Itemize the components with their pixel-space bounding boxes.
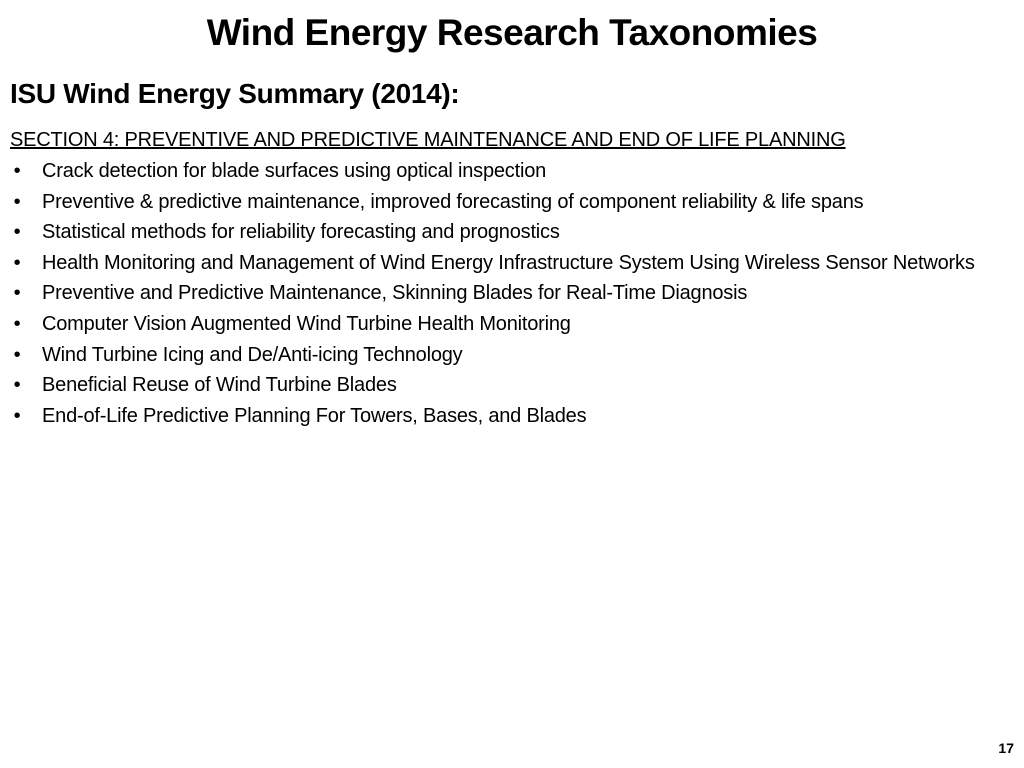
bullet-text: Computer Vision Augmented Wind Turbine Health Monitoring bbox=[42, 312, 571, 335]
bullet-item bbox=[10, 187, 1000, 218]
bullet-text: Statistical methods for reliability forecasting and prognostics bbox=[42, 221, 560, 244]
bullet-text: End-of-Life Predictive Planning For Towers, Bases, and Blades bbox=[42, 404, 587, 427]
bullet-icon: • bbox=[13, 251, 21, 274]
bullet-item bbox=[10, 370, 1000, 401]
bullet-icon: • bbox=[13, 374, 21, 397]
bullet-text: Crack detection for blade surfaces using optical inspection bbox=[42, 160, 547, 182]
bullet-icon: • bbox=[13, 221, 21, 244]
bullet-icon: • bbox=[13, 404, 21, 427]
bullet-item bbox=[10, 309, 1000, 340]
bullet-item bbox=[10, 217, 1000, 248]
slide-subtitle: ISU Wind Energy Summary (2014): bbox=[10, 78, 460, 109]
section-heading: SECTION 4: PREVENTIVE AND PREDICTIVE MAINTENANCE AND END OF LIFE PLANNING bbox=[10, 129, 846, 151]
bullet-icon: • bbox=[13, 312, 21, 335]
bullet-text: Beneficial Reuse of Wind Turbine Blades bbox=[42, 374, 397, 397]
slide-title: Wind Energy Research Taxonomies bbox=[206, 12, 818, 53]
bullet-icon: • bbox=[13, 160, 21, 182]
bullet-item bbox=[10, 401, 1000, 432]
bullet-text: Health Monitoring and Management of Wind Energy Infrastructure System Using Wireless Sensor Networks bbox=[42, 251, 975, 274]
bullet-icon: • bbox=[13, 190, 21, 213]
bullet-item bbox=[10, 248, 1000, 279]
bullet-icon: • bbox=[13, 282, 21, 305]
bullet-text: Wind Turbine Icing and De/Anti-icing Technology bbox=[42, 343, 463, 366]
bullet-text: Preventive & predictive maintenance, improved forecasting of component reliability & life spans bbox=[42, 190, 864, 213]
bullet-text: Preventive and Predictive Maintenance, Skinning Blades for Real-Time Diagnosis bbox=[42, 282, 748, 305]
bullet-item bbox=[10, 340, 1000, 371]
bullet-list bbox=[10, 156, 1000, 431]
bullet-item bbox=[10, 156, 1000, 187]
bullet-icon: • bbox=[13, 343, 21, 366]
bullet-item bbox=[10, 278, 1000, 309]
page-number: 17 bbox=[998, 740, 1014, 756]
